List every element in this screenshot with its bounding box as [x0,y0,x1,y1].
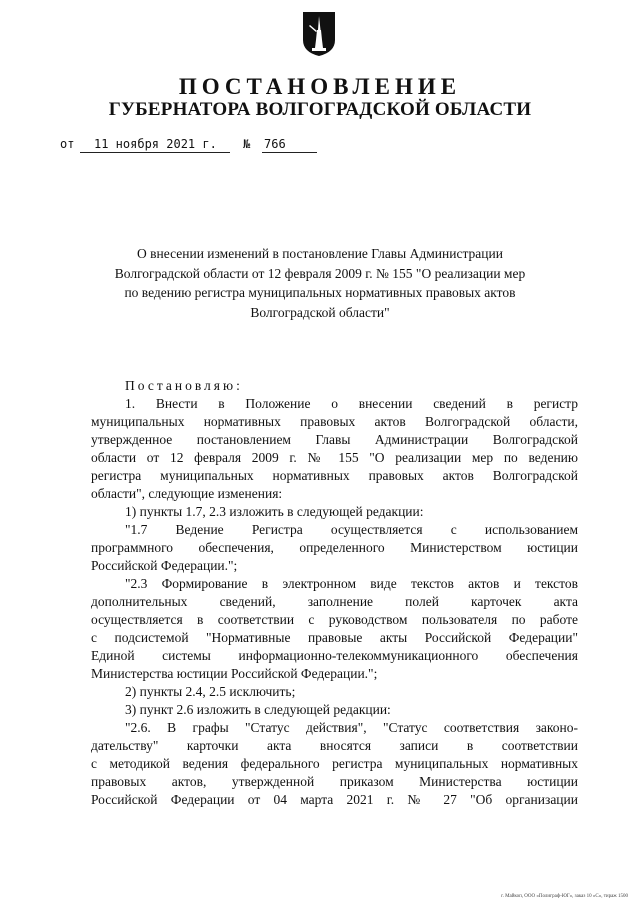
body-line: "2.3 Формирование в электронном виде текстов актов и текстов [125,576,578,591]
body-line: области от 12 февраля 2009 г. № 155 "О реализации мер по ведению [91,450,578,465]
body-line: с методикой ведения федерального регистра муниципальных нормативных [91,756,578,771]
body-line: с подсистемой "Нормативные правовые акты Российской Федерации" [91,630,578,645]
body-line: регистра муниципальных нормативных правовых актов Волгоградской [91,468,578,483]
body-line: 2) пункты 2.4, 2.5 исключить; [125,684,296,699]
volgograd-emblem-icon [301,10,337,58]
body-line: Российской Федерации."; [91,558,238,573]
issuer-title: ГУБЕРНАТОРА ВОЛГОГРАДСКОЙ ОБЛАСТИ [108,99,532,120]
document-subject [90,244,550,322]
date-prefix: от [60,137,75,151]
body-line: Российской Федерации от 04 марта 2021 г. № 27 "Об организации [91,792,578,807]
body-line: области", следующие изменения: [91,486,283,501]
body-line: 1. Внести в Положение о внесении сведений в регистр [125,396,578,411]
body-line: дополнительных сведений, заполнение полей карточек акта [91,594,578,609]
body-line: утвержденное постановлением Главы Администрации Волгоградской [91,432,578,447]
body-line: правовых актов, утвержденной приказом Министерства юстиции [91,774,578,789]
body-line: Министерства юстиции Российской Федерации."; [91,666,378,681]
body-line: "1.7 Ведение Регистра осуществляется с использованием [125,522,578,537]
body-line: Единой системы информационно-телекоммуникационного обеспечения [91,648,578,663]
document-date: 11 ноября 2021 г. [80,137,230,153]
subject-line: Волгоградской области" [250,304,390,320]
subject-line: О внесении изменений в постановление Главы Администрации [137,246,503,261]
body-line: муниципальных нормативных правовых актов Волгоградской области, [91,414,578,429]
subject-line: Волгоградской области от 12 февраля 2009 г. № 155 "О реализации мер [114,265,526,281]
decree-word: Постановляю: [125,378,243,393]
document-title: ПОСТАНОВЛЕНИЕ [178,74,462,99]
body-line: "2.6. В графы "Статус действия", "Статус соответствия законо- [125,720,578,735]
body-line: 3) пункт 2.6 изложить в следующей редакции: [125,702,391,717]
body-line: дательству" карточки акта вносятся записи в соответствии [91,738,578,753]
print-footer: г. Майкоп, ООО «Полиграф-ЮГ», заказ 10 «С», тираж 1500 [501,894,628,899]
document-number: 766 [262,137,317,153]
subject-line: по ведению регистра муниципальных нормативных правовых актов [124,285,516,300]
document-body [91,377,578,809]
body-line: 1) пункты 1.7, 2.3 изложить в следующей редакции: [125,504,424,519]
number-prefix: № [243,137,251,151]
body-line: осуществляется в соответствии с руководством пользователя по работе [91,612,578,627]
body-line: программного обеспечения, определенного Министерством юстиции [91,540,578,555]
